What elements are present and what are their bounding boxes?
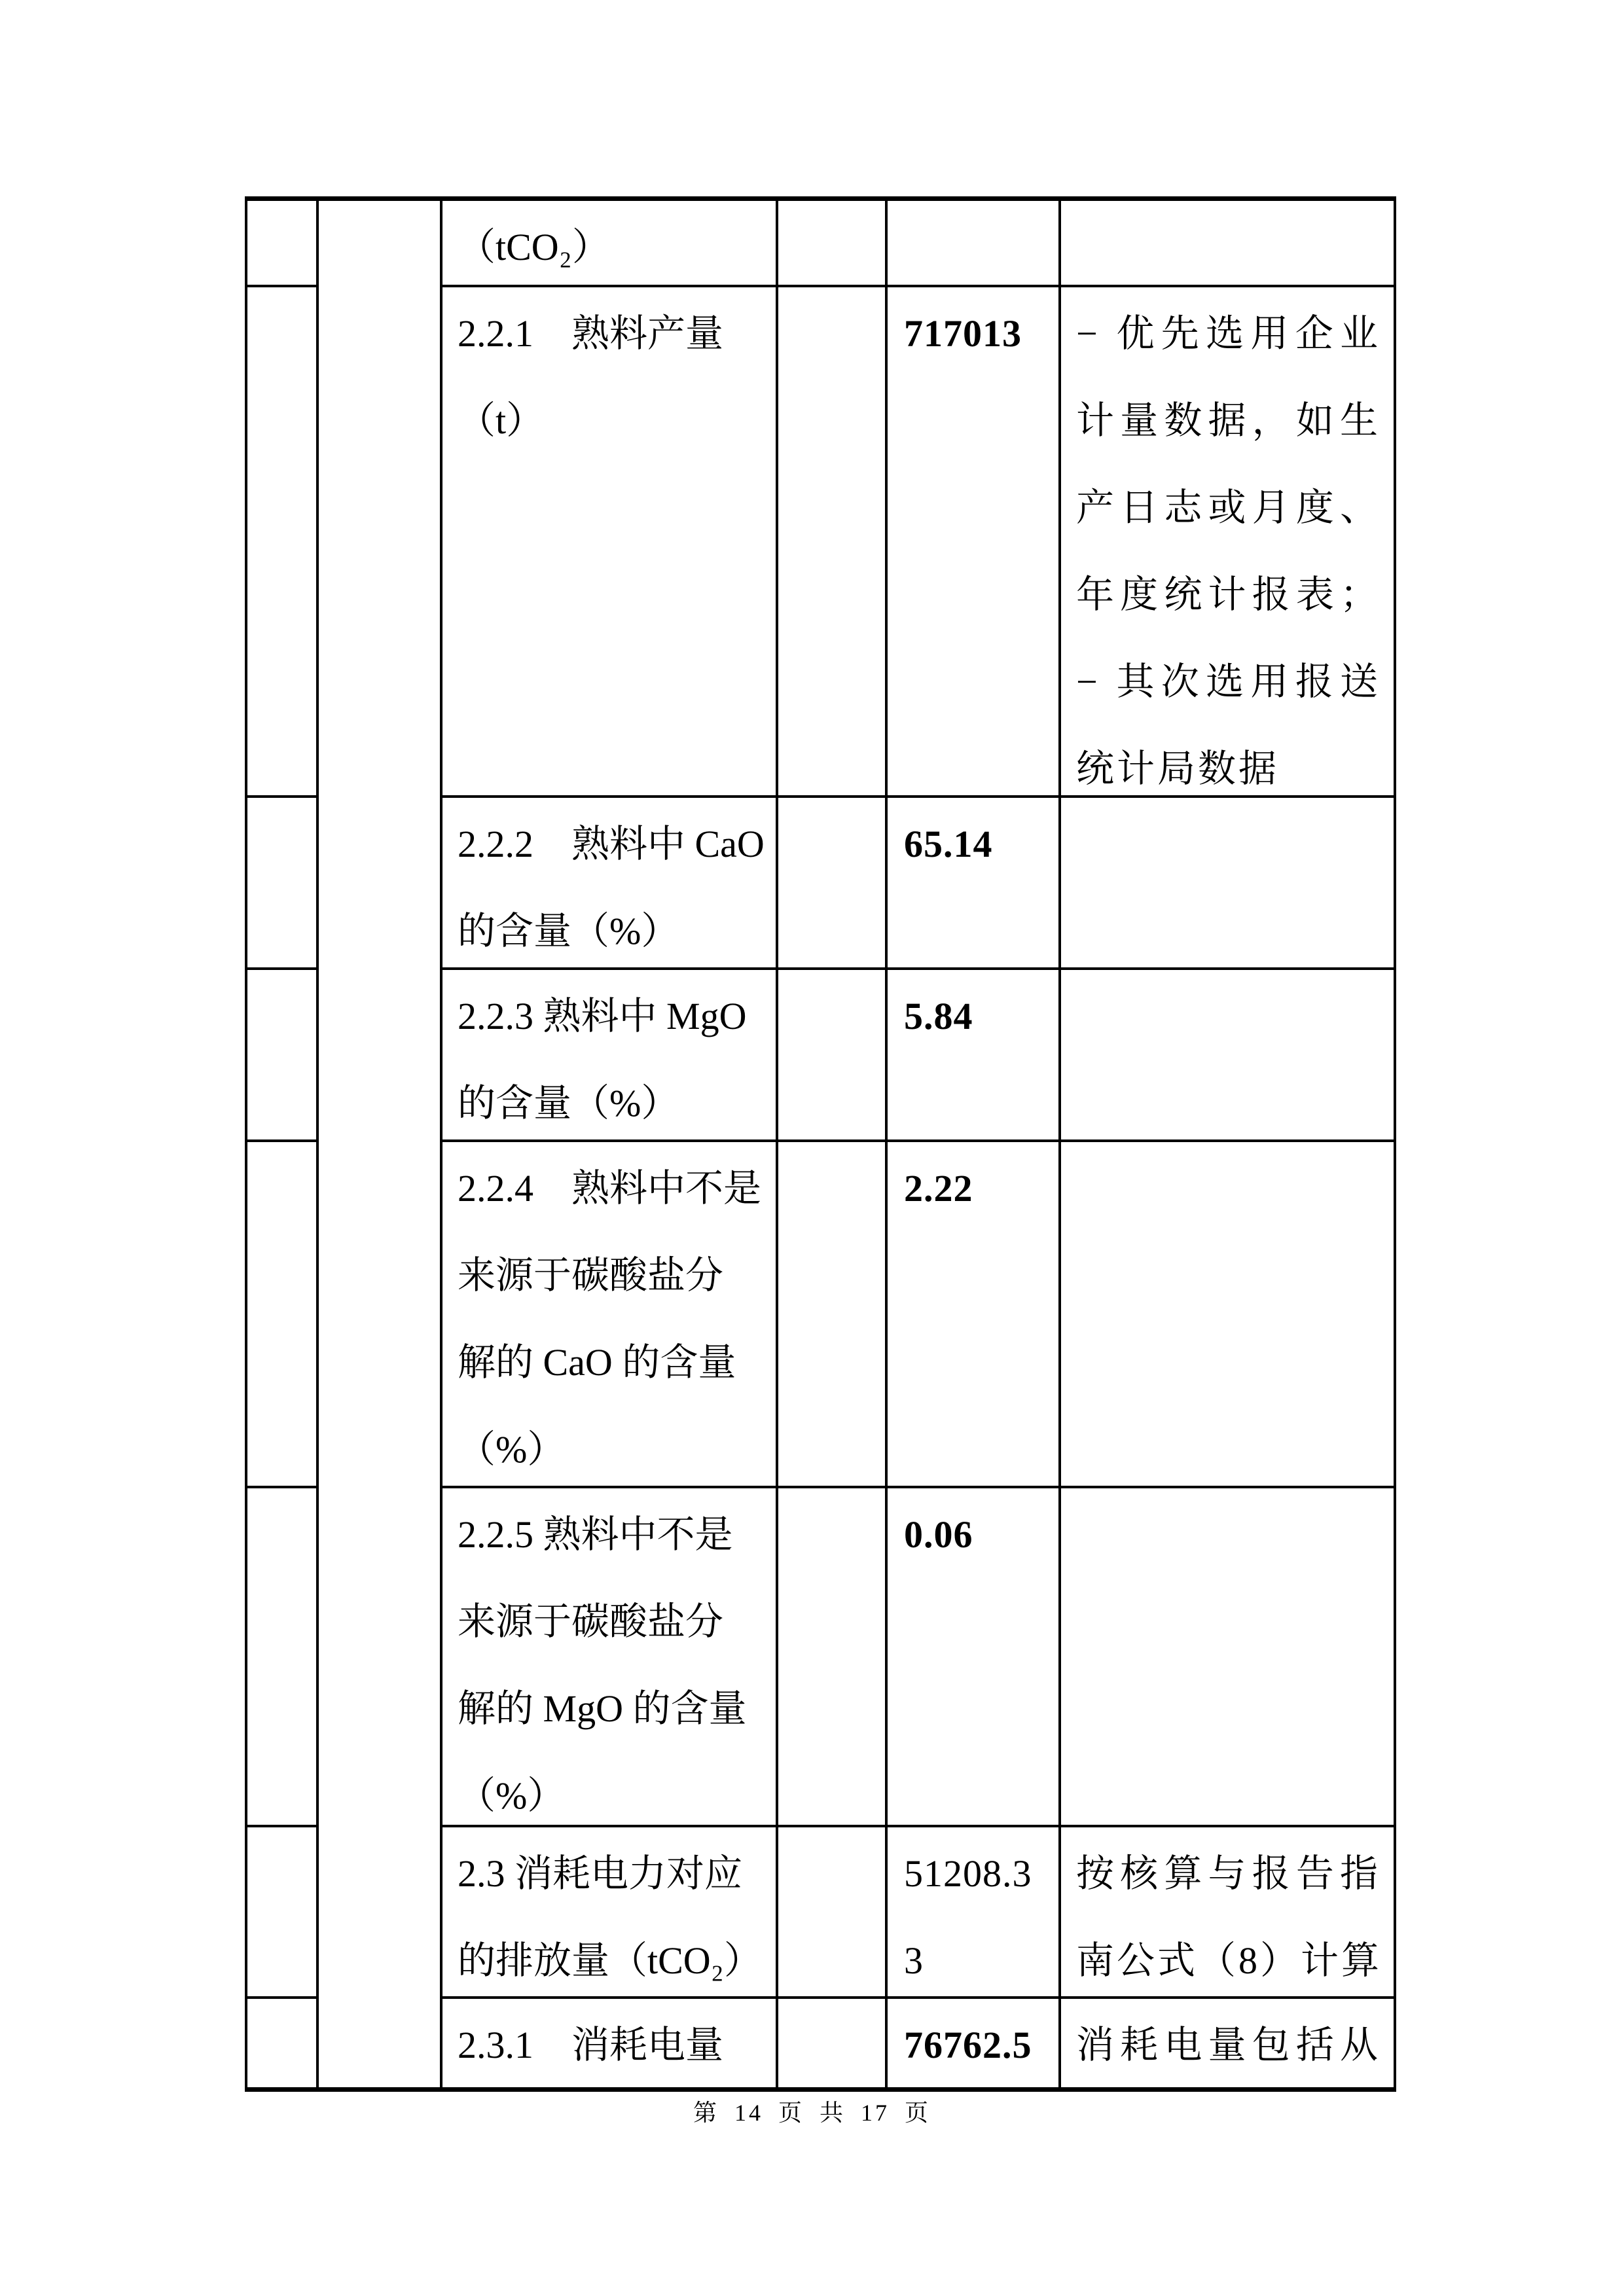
- empty-cell: [778, 970, 888, 1142]
- empty-cell: [778, 1827, 888, 1999]
- note-line: 统计局数据: [1076, 747, 1280, 790]
- note-line: 南公式（8）计算: [1076, 1939, 1382, 1982]
- label-cell-2-2-3: [442, 970, 778, 1142]
- label-line: 的含量（%）: [458, 910, 679, 952]
- label-cell-2-2-4: [442, 1142, 778, 1488]
- col1-cell-row1: [247, 201, 319, 287]
- emission-data-table: [245, 196, 1396, 2092]
- label-cell-2-2-5: [442, 1488, 778, 1827]
- empty-cell: [778, 1142, 888, 1488]
- notes-cell-2-2-2: [1061, 798, 1394, 970]
- label-line: （t）: [458, 399, 545, 442]
- value-cell-2-2-1: [888, 287, 1061, 798]
- label-cell-2-3: [442, 1827, 778, 1999]
- label-cell-2-2-1: [442, 287, 778, 798]
- value-line: 2.22: [904, 1167, 973, 1210]
- label-line: （tCO₂）: [458, 226, 610, 268]
- col1-cell-row2: [247, 287, 319, 798]
- note-line: 产日志或月度、: [1076, 486, 1380, 529]
- notes-cell-2-2-3: [1061, 970, 1394, 1142]
- col1-cell-row8: [247, 1999, 319, 2087]
- label-line: 2.3 消耗电力对应: [458, 1852, 743, 1895]
- label-line: 来源于碳酸盐分: [458, 1600, 724, 1643]
- label-cell-2-2-2: [442, 798, 778, 970]
- empty-cell: [778, 1999, 888, 2087]
- value-cell-2-3: [888, 1827, 1061, 1999]
- label-line: 2.2.1 熟料产量: [458, 312, 724, 355]
- label-line: 解的 MgO 的含量: [458, 1687, 747, 1730]
- note-line: 消耗电量包括从: [1076, 2024, 1380, 2066]
- label-cell-2-3-1: [442, 1999, 778, 2087]
- notes-cell-2-3: [1061, 1827, 1394, 1999]
- notes-cell-2-3-1: [1061, 1999, 1394, 2087]
- label-line: 2.2.3 熟料中 MgO: [458, 995, 747, 1037]
- label-line: 的含量（%）: [458, 1082, 679, 1124]
- empty-cell: [778, 287, 888, 798]
- label-line: （%）: [458, 1774, 566, 1817]
- value-line: 3: [904, 1939, 924, 1982]
- label-line: 解的 CaO 的含量: [458, 1341, 736, 1384]
- col1-cell-row7: [247, 1827, 319, 1999]
- value-line: 76762.5: [904, 2024, 1032, 2066]
- note-line: − 其次选用报送: [1076, 660, 1380, 703]
- value-cell-tco2: [888, 201, 1061, 287]
- empty-cell: [778, 201, 888, 287]
- label-line: 2.2.4 熟料中不是: [458, 1167, 762, 1210]
- value-cell-2-2-4: [888, 1142, 1061, 1488]
- notes-cell-tco2: [1061, 201, 1394, 287]
- label-line: 2.3.1 消耗电量: [458, 2024, 724, 2066]
- value-line: 51208.3: [904, 1852, 1032, 1895]
- label-line: （%）: [458, 1428, 566, 1471]
- note-line: − 优先选用企业: [1076, 312, 1380, 355]
- note-line: 计量数据，如生: [1076, 399, 1380, 442]
- value-line: 717013: [904, 312, 1022, 355]
- col1-cell-row6: [247, 1488, 319, 1827]
- label-line: 的排放量（tCO₂）: [458, 1939, 762, 1982]
- notes-cell-2-2-4: [1061, 1142, 1394, 1488]
- empty-cell: [778, 1488, 888, 1827]
- value-cell-2-3-1: [888, 1999, 1061, 2087]
- label-line: 来源于碳酸盐分: [458, 1254, 724, 1297]
- col2-merged-cell: [319, 201, 442, 2087]
- notes-cell-2-2-5: [1061, 1488, 1394, 1827]
- value-line: 65.14: [904, 823, 993, 865]
- col1-cell-row3: [247, 798, 319, 970]
- value-cell-2-2-3: [888, 970, 1061, 1142]
- value-cell-2-2-5: [888, 1488, 1061, 1827]
- note-line: 按核算与报告指: [1076, 1852, 1380, 1895]
- value-cell-2-2-2: [888, 798, 1061, 970]
- col1-cell-row5: [247, 1142, 319, 1488]
- label-line: 2.2.5 熟料中不是: [458, 1513, 733, 1556]
- page-footer: 第 14 页 共 17 页: [693, 2100, 931, 2126]
- col1-cell-row4: [247, 970, 319, 1142]
- value-line: 0.06: [904, 1513, 973, 1556]
- note-line: 年度统计报表；: [1076, 573, 1380, 616]
- empty-cell: [778, 798, 888, 970]
- label-line: 2.2.2 熟料中 CaO: [458, 823, 765, 865]
- value-line: 5.84: [904, 995, 973, 1037]
- label-cell-tco2: [442, 201, 778, 287]
- notes-cell-2-2-1: [1061, 287, 1394, 798]
